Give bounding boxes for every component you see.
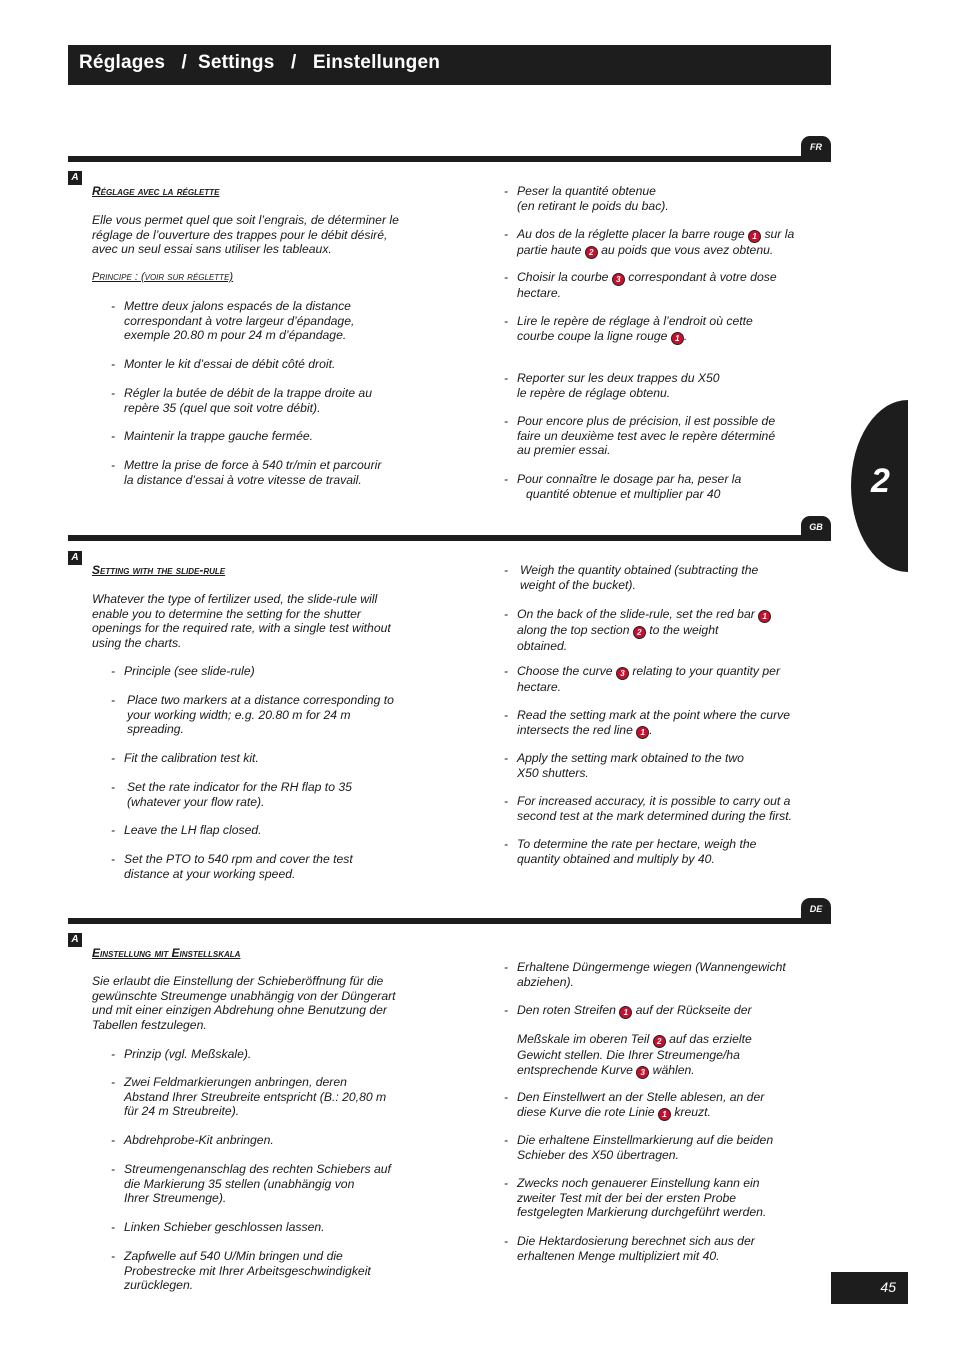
callout-1: 1 [748,230,761,243]
callout-1: 1 [671,332,684,345]
callout-1: 1 [658,1108,671,1121]
list-item: Abdrehprobe-Kit anbringen. [124,1133,274,1147]
list-item: Linken Schieber geschlossen lassen. [124,1220,325,1234]
list-item: Weigh the quantity obtained (subtracting the weight of the bucket). [520,563,759,592]
list-item: Mettre la prise de force à 540 tr/min et parcourir la distance d’essai à votre vitesse de travail. [124,458,382,487]
callout-2: 2 [653,1035,666,1048]
section-heading-gb: Setting with the slide-rule [92,563,226,577]
list-item: Set the PTO to 540 rpm and cover the test distance at your working speed. [124,852,353,881]
list-item: Die erhaltene Einstellmarkierung auf die beiden Schieber des X50 übertragen. [517,1133,774,1162]
callout-2: 2 [585,246,598,259]
section-marker-gb: A [68,551,82,565]
list-item: Pour encore plus de précision, il est possible de faire un deuxième test avec le repère déterminé au premier essai. [517,414,776,458]
list-item: Peser la quantité obtenue (en retirant le poids du bac). [517,184,669,213]
list-item: Den Einstellwert an der Stelle ablesen, an der diese Kurve die rote Linie 1 kreuzt. [517,1090,765,1119]
page-title: Réglages / Settings / Einstellungen [79,52,441,73]
list-item: Prinzip (vgl. Meßskale). [124,1047,252,1061]
list-item: Leave the LH flap closed. [124,823,262,837]
section-marker-de: A [68,933,82,947]
callout-3: 3 [616,667,629,680]
chapter-number: 2 [871,462,890,500]
list-item: Régler la butée de débit de la trappe droite au repère 35 (quel que soit votre débit). [124,386,372,415]
callout-3: 3 [636,1066,649,1079]
list-item: Meßskale im oberen Teil 2 auf das erzielte Gewicht stellen. Die Ihrer Streumenge/ha entsprechende Kurve 3 wählen. [517,1032,752,1077]
list-item: Lire le repère de réglage à l’endroit où cette courbe coupe la ligne rouge 1 . [517,314,753,343]
section-marker-fr: A [68,171,82,185]
list-item: For increased accuracy, it is possible to carry out a second test at the mark determined during the first. [517,794,793,823]
callout-3: 3 [612,273,625,286]
principle-label-fr: Principe : (voir sur réglette) [92,271,234,283]
section-rule-de [68,918,831,924]
list-item: Place two markers at a distance corresponding to your working width; e.g. 20.80 m for 24 m spreading. [127,693,394,737]
section-rule-fr [68,156,831,162]
intro-de: Sie erlaubt die Einstellung der Schieberöffnung für die gewünschte Streumenge unabhängig von der Düngerart und mit einer einzigen Abdrehung ohne Benutzung der Tabellen festzulegen. [92,974,396,1032]
section-rule-gb [68,535,831,541]
list-item: Pour connaître le dosage par ha, peser la quantité obtenue et multiplier par 40 [517,472,742,501]
list-item: Maintenir la trappe gauche fermée. [124,429,314,443]
list-item: Set the rate indicator for the RH flap to 35 (whatever your flow rate). [127,780,352,809]
list-item: Choisir la courbe 3 correspondant à votre dose hectare. [517,270,777,300]
list-item: Monter le kit d’essai de débit côté droit. [124,357,336,371]
callout-1: 1 [636,726,649,739]
list-item: Zwecks noch genauerer Einstellung kann ein zweiter Test mit der bei der ersten Probe festgelegten Markierung durchgeführt werden. [517,1176,767,1220]
list-item: Reporter sur les deux trappes du X50 le repère de réglage obtenu. [517,371,720,400]
chapter-tab [851,400,908,572]
header-bar [68,45,831,85]
section-heading-fr: Réglage avec la réglette [92,184,220,198]
language-tab-de: DE [801,898,831,920]
section-heading-de: Einstellung mit Einstellskala [92,946,241,960]
list-item: Au dos de la réglette placer la barre rouge 1 sur la partie haute 2 au poids que vous avez obtenu. [517,227,795,257]
list-item: Principle (see slide-rule) [124,664,255,678]
list-item: Erhaltene Düngermenge wiegen (Wannengewicht abziehen). [517,960,786,989]
list-item: Mettre deux jalons espacés de la distance correspondant à votre largeur d’épandage, exemple 20.80 m pour 24 m d’épandage. [124,299,355,343]
language-tab-gb: GB [801,516,831,538]
callout-2: 2 [633,626,646,639]
language-tab-fr: FR [801,136,831,158]
list-item: Read the setting mark at the point where the curve intersects the red line 1 . [517,708,791,737]
list-item: To determine the rate per hectare, weigh the quantity obtained and multiply by 40. [517,837,757,866]
list-item: On the back of the slide-rule, set the red bar 1 along the top section 2 to the weight obtained. [517,607,771,654]
intro-fr: Elle vous permet quel que soit l’engrais, de déterminer le réglage de l’ouverture des trappes pour le débit désiré, avec un seul essai sans utiliser les tableaux. [92,213,399,257]
list-item: Zapfwelle auf 540 U/Min bringen und die Probestrecke mit Ihrer Arbeitsgeschwindigkeit zurücklegen. [124,1249,371,1293]
list-item: Apply the setting mark obtained to the two X50 shutters. [517,751,744,780]
list-item: Die Hektardosierung berechnet sich aus der erhaltenen Menge multipliziert mit 40. [517,1234,755,1263]
page-number: 45 [831,1272,908,1304]
list-item: Fit the calibration test kit. [124,751,259,765]
list-item: Choose the curve 3 relating to your quantity per hectare. [517,664,781,694]
list-item: Den roten Streifen 1 auf der Rückseite der [517,1003,752,1017]
callout-1: 1 [619,1006,632,1019]
list-item: Zwei Feldmarkierungen anbringen, deren Abstand Ihrer Streubreite entspricht (B.: 20,80 m für 24 m Streubreite). [124,1075,387,1119]
callout-1: 1 [758,610,771,623]
intro-gb: Whatever the type of fertilizer used, the slide-rule will enable you to determine the setting for the shutter openings for the required rate, with a single test without using the charts. [92,592,391,650]
list-item: Streumengenanschlag des rechten Schiebers auf die Markierung 35 stellen (unabhängig von Ihrer Streumenge). [124,1162,391,1206]
